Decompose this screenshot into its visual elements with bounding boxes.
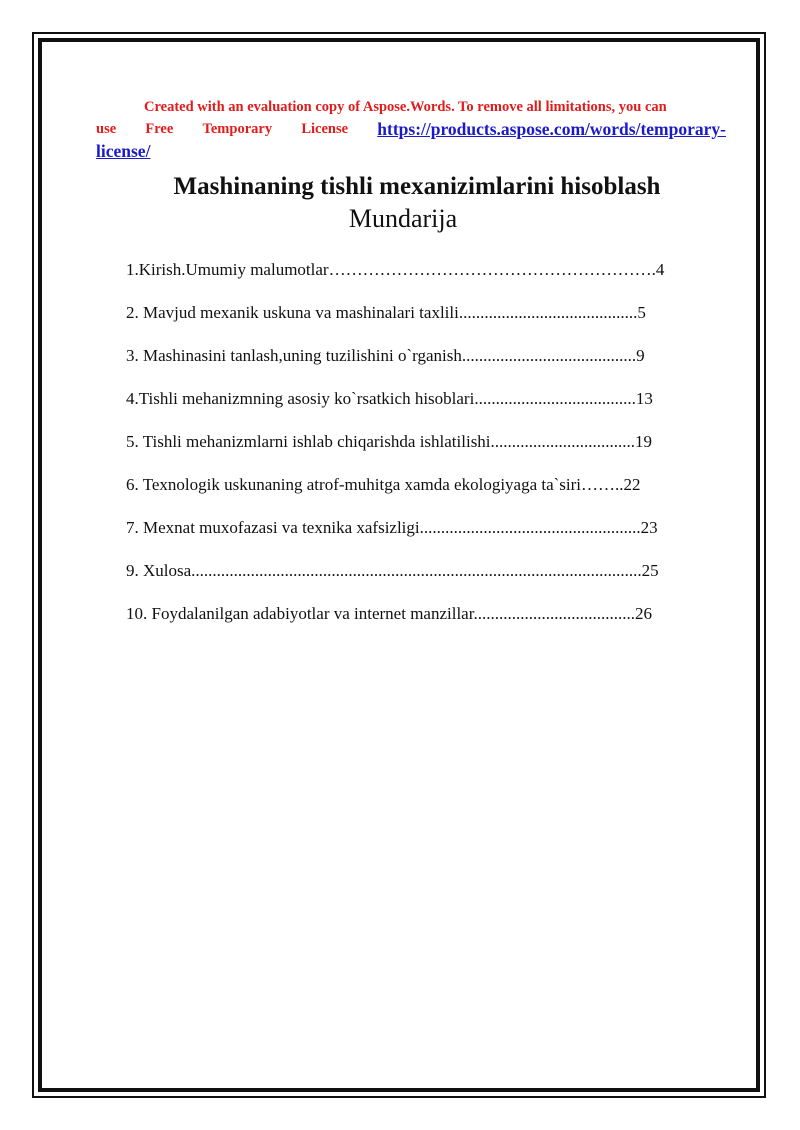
toc-entry: 9. Xulosa..........................................................................................................25: [126, 561, 659, 580]
toc-entry: 10. Foydalanilgan adabiyotlar va internet manzillar......................................26: [126, 604, 652, 623]
toc-entry: 3. Mashinasini tanlash,uning tuzilishini o`rganish.........................................9: [126, 346, 645, 365]
evaluation-notice-line2: [96, 118, 726, 140]
document-title: Mashinaning tishli mexanizimlarini hisoblash: [173, 173, 661, 200]
evaluation-notice-line1: Created with an evaluation copy of Aspose.Words. To remove all limitations, you can: [144, 99, 667, 115]
notice-word: License: [301, 121, 349, 137]
toc-entry: 2. Mavjud mexanik uskuna va mashinalari taxlili..........................................5: [126, 303, 646, 322]
toc-entry: 6. Texnologik uskunaning atrof-muhitga xamda ekologiyaga ta`siri……..22: [126, 475, 641, 494]
toc-entry: 5. Tishli mehanizmlarni ishlab chiqarishda ishlatilishi..................................19: [126, 432, 653, 451]
toc-heading: Mundarija: [348, 204, 458, 233]
evaluation-notice-line3: [96, 140, 726, 164]
evaluation-notice: [96, 96, 726, 164]
notice-word: Free: [145, 121, 174, 137]
license-link-part1[interactable]: https://products.aspose.com/words/temporary-: [377, 119, 726, 139]
toc-entry: 7. Mexnat muxofazasi va texnika xafsizligi....................................................23: [126, 518, 658, 537]
toc-entry: 4.Tishli mehanizmning asosiy ko`rsatkich hisoblari......................................13: [126, 389, 653, 408]
notice-word: use: [96, 121, 117, 137]
toc-entry: 1.Kirish.Umumiy malumotlar………………………………………………….4: [126, 260, 665, 279]
license-link-part2[interactable]: license/: [96, 141, 151, 161]
notice-word: Temporary: [202, 121, 273, 137]
page-content: [96, 96, 726, 647]
table-of-contents: [126, 260, 716, 647]
